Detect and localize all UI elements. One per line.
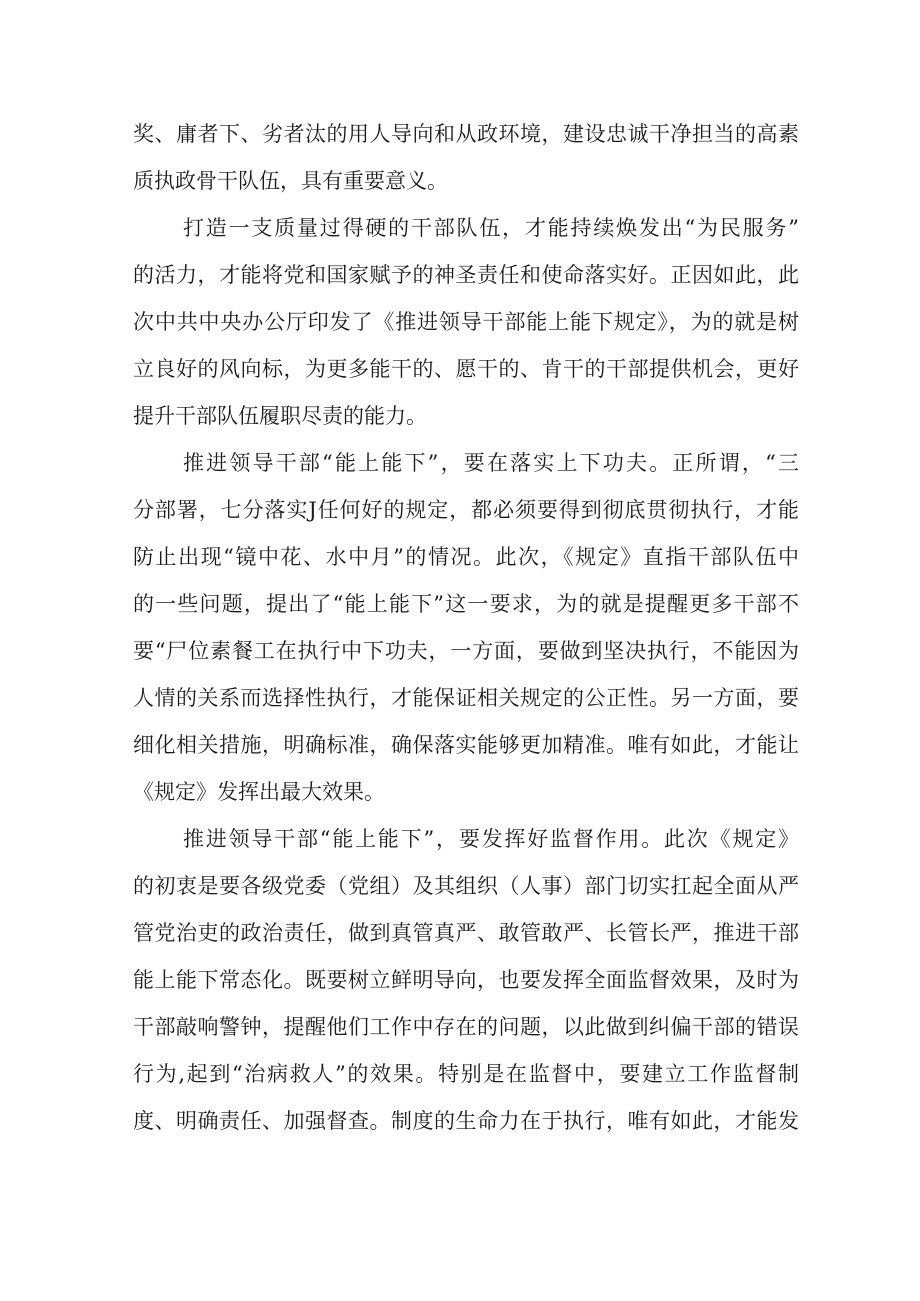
text-line: 分部署，七分落实J任何好的规定，都必须要得到彻底贯彻执行，才能	[133, 498, 799, 522]
text-line: 的活力，才能将党和国家赋予的神圣责任和使命落实好。正因如此，此	[133, 263, 799, 287]
text-line: 奖、庸者下、劣者汰的用人导向和从政环境，建设忠诚干净担当的高素	[133, 122, 799, 146]
text-line: 质执政骨干队伍，具有重要意义。	[133, 169, 448, 193]
text-line: 的一些问题，提出了“能上能下”这一要求，为的就是提醒更多干部不	[133, 592, 799, 616]
text-line: 度、明确责任、加强督查。制度的生命力在于执行，唯有如此，才能发	[133, 1109, 799, 1133]
text-line: 干部敲响警钟，提醒他们工作中存在的问题，以此做到纠偏干部的错误	[133, 1015, 799, 1039]
document-body	[133, 111, 799, 1145]
text-line: 能上能下常态化。既要树立鲜明导向，也要发挥全面监督效果，及时为	[133, 968, 799, 992]
text-line: 行为,起到“治病救人”的效果。特别是在监督中，要建立工作监督制	[133, 1062, 799, 1086]
text-line: 立良好的风向标，为更多能干的、愿干的、肯干的干部提供机会，更好	[133, 357, 799, 381]
text-line: 细化相关措施，明确标准，确保落实能够更加精准。唯有如此，才能让	[133, 733, 799, 757]
paragraph-first-line: 打造一支质量过得硬的干部队伍，才能持续焕发出“为民服务”	[183, 216, 799, 240]
paragraph-first-line: 推进领导干部“能上能下”，要在落实上下功夫。正所谓，“三	[183, 451, 799, 475]
text-line: 人情的关系而选择性执行，才能保证相关规定的公正性。另一方面，要	[133, 686, 799, 710]
text-line: 《规定》发挥出最大效果。	[133, 780, 385, 804]
text-line: 要“尸位素餐工在执行中下功夫，一方面，要做到坚决执行，不能因为	[133, 639, 799, 663]
text-line: 提升干部队伍履职尽责的能力。	[133, 404, 427, 428]
text-line: 的初衷是要各级党委（党组）及其组织（人事）部门切实扛起全面从严	[133, 874, 799, 898]
paragraph-first-line: 推进领导干部“能上能下”，要发挥好监督作用。此次《规定》	[183, 827, 799, 851]
text-line: 次中共中央办公厅印发了《推进领导干部能上能下规定》，为的就是树	[133, 310, 799, 334]
text-line: 防止出现“镜中花、水中月”的情况。此次，《规定》直指干部队伍中	[133, 545, 799, 569]
text-line: 管党治吏的政治责任，做到真管真严、敢管敢严、长管长严，推进干部	[133, 921, 799, 945]
